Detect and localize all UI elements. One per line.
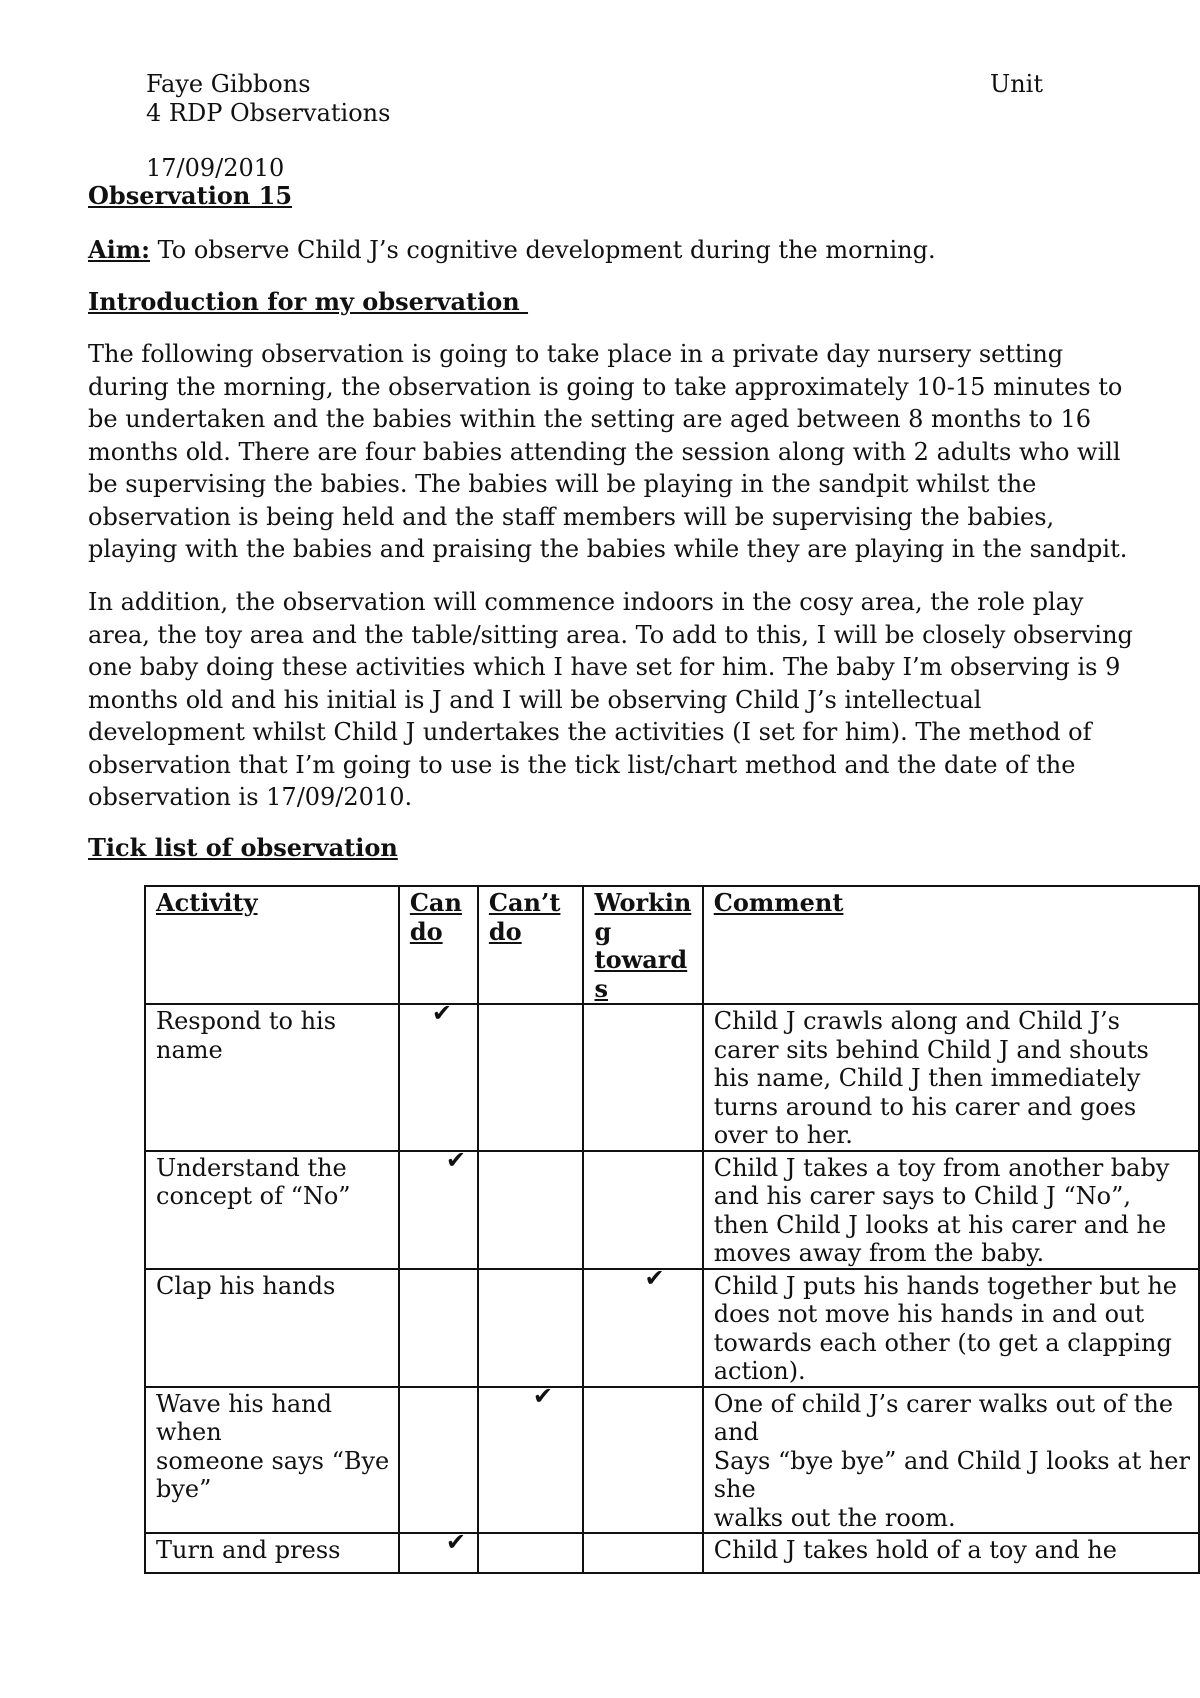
working-towards-cell xyxy=(583,1533,702,1573)
comment-line: walks out the room. xyxy=(713,1503,956,1532)
working-towards-cell xyxy=(583,1151,702,1269)
comment-line: moves away from the baby. xyxy=(713,1239,1045,1267)
comment-line: Child J takes hold of a toy and he xyxy=(713,1536,1117,1564)
activity-cell: Clap his hands xyxy=(145,1269,399,1387)
cant-do-cell xyxy=(478,1387,584,1534)
paragraph-line: observation is 17/09/2010. xyxy=(88,783,413,811)
col-header-activity: Activity xyxy=(145,886,399,1004)
can-do-cell xyxy=(399,1269,478,1387)
aim-label: Aim: xyxy=(88,235,150,264)
comment-line: she xyxy=(713,1475,756,1503)
col-header-working-line: toward xyxy=(594,945,688,974)
col-header-working-towards xyxy=(583,886,702,1004)
tick-list-table xyxy=(144,885,1200,1574)
paragraph-line: be undertaken and the babies within the setting are aged between 8 months to 16 xyxy=(88,405,1092,433)
comment-line: carer sits behind Child J and shouts xyxy=(713,1035,1149,1064)
tick-mark-icon: ✔ xyxy=(644,1268,665,1292)
comment-line: Child J crawls along and Child J’s xyxy=(713,1007,1120,1035)
cant-do-cell xyxy=(478,1533,584,1573)
comment-line: and his carer says to Child J “No”, xyxy=(713,1182,1131,1210)
table-row xyxy=(145,1151,1199,1269)
col-header-can-do-line: Can xyxy=(409,888,462,917)
aim-line xyxy=(88,236,936,264)
activity-line: concept of “No” xyxy=(156,1182,351,1210)
tick-list-heading: Tick list of observation xyxy=(88,833,398,862)
comment-cell xyxy=(703,1269,1199,1387)
table-row xyxy=(145,1387,1199,1534)
working-towards-cell xyxy=(583,1004,702,1151)
can-do-cell xyxy=(399,1533,478,1573)
comment-line: action). xyxy=(713,1357,806,1385)
activity-line: someone says “Bye xyxy=(156,1446,390,1475)
paragraph-line: one baby doing these activities which I have set for him. The baby I’m observing is 9 xyxy=(88,653,1121,681)
paragraph-line: during the morning, the observation is going to take approximately 10-15 minutes to xyxy=(88,372,1123,401)
tick-mark-icon: ✔ xyxy=(532,1386,553,1410)
comment-cell xyxy=(703,1151,1199,1269)
comment-line: One of child J’s carer walks out of the xyxy=(713,1389,1174,1418)
col-header-working-line: g xyxy=(594,916,612,946)
comment-line: Child J puts his hands together but he xyxy=(713,1271,1177,1300)
header-date: 17/09/2010 xyxy=(146,154,285,182)
tick-mark-icon: ✔ xyxy=(445,1533,466,1556)
paragraph-line: months old and his initial is J and I will be observing Child J’s intellectual xyxy=(88,685,982,714)
comment-cell xyxy=(703,1533,1199,1573)
paragraph-line: In addition, the observation will commence indoors in the cosy area, the role play xyxy=(88,588,1084,616)
aim-text: To observe Child J’s cognitive development during the morning. xyxy=(150,236,936,264)
observation-title: Observation 15 xyxy=(88,181,293,210)
author-name: Faye Gibbons xyxy=(146,70,311,98)
activity-cell xyxy=(145,1151,399,1269)
paragraph-line: observation that I’m going to use is the tick list/chart method and the date of the xyxy=(88,750,1076,779)
col-header-working-line: Workin xyxy=(594,888,692,917)
activity-cell xyxy=(145,1387,399,1534)
paragraph-line: be supervising the babies. The babies will be playing in the sandpit whilst the xyxy=(88,470,1037,498)
cant-do-cell xyxy=(478,1269,584,1387)
table-row xyxy=(145,1533,1199,1573)
paragraph-line: observation is being held and the staff members will be supervising the babies, xyxy=(88,502,1055,531)
col-header-working-line: s xyxy=(594,973,608,1003)
cant-do-cell xyxy=(478,1151,584,1269)
paragraph-line: development whilst Child J undertakes the activities (I set for him). The method of xyxy=(88,718,1092,746)
can-do-cell xyxy=(399,1004,478,1151)
col-header-comment: Comment xyxy=(703,886,1199,1004)
paragraph-line: playing with the babies and praising the babies while they are playing in the sandpit. xyxy=(88,535,1128,563)
activity-line: bye” xyxy=(156,1475,212,1503)
col-header-cant-do-line: Can’t xyxy=(488,888,561,917)
comment-cell xyxy=(703,1004,1199,1151)
table-header-row xyxy=(145,886,1199,1004)
comment-line: his name, Child J then immediately xyxy=(713,1064,1141,1092)
activity-cell: Respond to his name xyxy=(145,1004,399,1151)
can-do-cell xyxy=(399,1151,478,1269)
comment-line: and xyxy=(713,1418,759,1446)
paragraph-line: months old. There are four babies attending the session along with 2 adults who will xyxy=(88,437,1121,466)
col-header-can-do-line: do xyxy=(409,916,443,946)
comment-line: Child J takes a toy from another baby xyxy=(713,1153,1170,1182)
working-towards-cell xyxy=(583,1269,702,1387)
activity-line: Wave his hand when xyxy=(156,1389,332,1446)
working-towards-cell xyxy=(583,1387,702,1534)
col-header-cant-do xyxy=(478,886,584,1004)
tick-mark-icon: ✔ xyxy=(431,1004,452,1027)
comment-line: Says “bye bye” and Child J looks at her xyxy=(713,1446,1190,1475)
introduction-heading: Introduction for my observation xyxy=(88,287,529,316)
comment-line: then Child J looks at his carer and he xyxy=(713,1210,1167,1239)
paragraph-line: area, the toy area and the table/sitting area. To add to this, I will be closely observing xyxy=(88,620,1133,649)
paragraph-line: The following observation is going to take place in a private day nursery setting xyxy=(88,340,1064,368)
table-row xyxy=(145,1004,1199,1151)
comment-line: towards each other (to get a clapping xyxy=(713,1328,1172,1357)
comment-line: does not move his hands in and out xyxy=(713,1300,1145,1328)
unit-label: Unit xyxy=(990,70,1044,98)
introduction-paragraph-1 xyxy=(88,338,1188,566)
can-do-cell xyxy=(399,1387,478,1534)
course-line: 4 RDP Observations xyxy=(146,99,391,127)
col-header-can-do xyxy=(399,886,478,1004)
activity-cell: Turn and press xyxy=(145,1533,399,1573)
table-row xyxy=(145,1269,1199,1387)
comment-line: turns around to his carer and goes xyxy=(713,1092,1137,1121)
col-header-cant-do-line: do xyxy=(488,916,522,946)
introduction-paragraph-2 xyxy=(88,586,1188,814)
activity-line: Understand the xyxy=(156,1153,347,1182)
tick-mark-icon: ✔ xyxy=(445,1150,466,1174)
comment-cell xyxy=(703,1387,1199,1534)
cant-do-cell xyxy=(478,1004,584,1151)
comment-line: over to her. xyxy=(713,1121,853,1149)
